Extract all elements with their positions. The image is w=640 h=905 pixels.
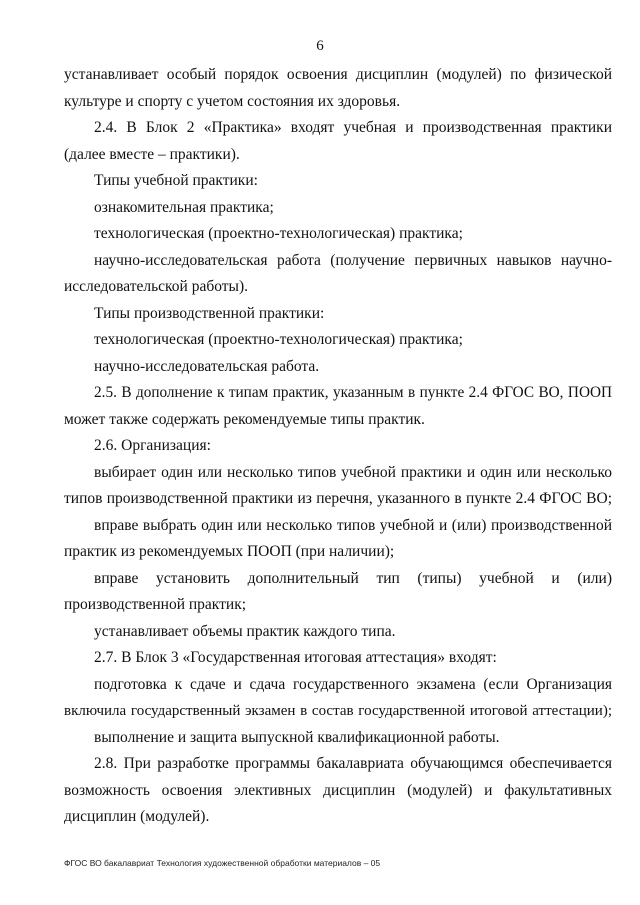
text-line: технологическая (проектно-технологическая) практика; [94,225,463,242]
text-line: исследовательской работы). [64,278,248,295]
text-line: 2.8. При разработке программы бакалавриата обучающимся обеспечивается [94,755,612,772]
text-line: Типы производственной практики: [94,304,325,322]
text-line: выбирает один или несколько типов учебной практики и один или несколько [94,463,612,481]
text-line: Типы учебной практики: [94,172,258,189]
text-line: практик из рекомендуемых ПООП (при наличии); [64,543,395,560]
text-line: вправе выбрать один или несколько типов учебной и (или) производственной [94,516,612,534]
text-line: (далее вместе – практики). [64,145,240,163]
text-line: культуре и спорту с учетом состояния их здоровья. [64,92,401,110]
text-line: ознакомительная практика; [94,198,274,216]
text-line: 2.7. В Блок 3 «Государственная итоговая аттестация» входят: [94,649,497,666]
page-number: 6 [316,38,324,54]
text-line: 2.4. В Блок 2 «Практика» входят учебная и производственная практики [94,119,612,136]
text-line: возможность освоения элективных дисциплин (модулей) и факультативных [64,781,612,799]
document-body [64,62,612,831]
text-line: устанавливает объемы практик каждого типа. [94,622,396,640]
text-line: дисциплин (модулей). [64,808,210,825]
text-line: научно-исследовательская работа (получение первичных навыков научно- [94,251,612,269]
text-line: технологическая (проектно-технологическая) практика; [94,331,463,348]
text-line: устанавливает особый порядок освоения дисциплин (модулей) по физической [64,66,612,83]
text-line: научно-исследовательская работа. [94,357,320,375]
text-line: 2.5. В дополнение к типам практик, указанным в пункте 2.4 ФГОС ВО, ПООП [94,384,612,401]
page-footer: ФГОС ВО бакалавриат Технология художественной обработки материалов – 05 [64,858,381,868]
text-line: подготовка к сдаче и сдача государственного экзамена (если Организация [94,675,612,693]
text-line: вправе установить дополнительный тип (типы) учебной и (или) [94,569,612,587]
text-line: производственной практик; [64,596,247,613]
text-line: 2.6. Организация: [94,437,211,454]
text-line: включила государственный экзамен в состав государственной итоговой аттестации); [64,703,612,719]
text-line: типов производственной практики из перечня, указанного в пункте 2.4 ФГОС ВО; [64,490,612,507]
text-line: может также содержать рекомендуемые типы практик. [64,410,425,428]
text-line: выполнение и защита выпускной квалификационной работы. [94,728,500,746]
